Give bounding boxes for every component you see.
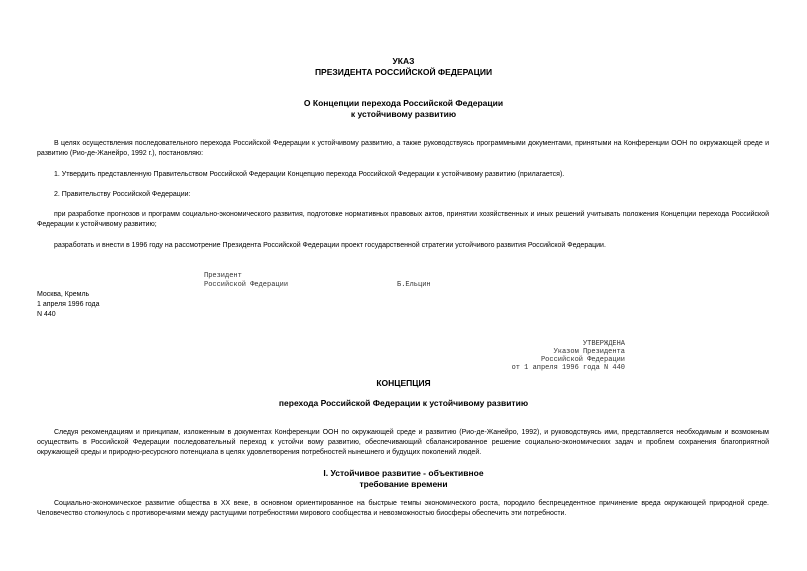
- approval-line4: от 1 апреля 1996 года N 440: [511, 364, 625, 372]
- decree-item-2b: разработать и внести в 1996 году на рассмотрение Президента Российской Федерации проект государственной стратегии устойчивого развития Российской Федерации.: [54, 242, 606, 249]
- signature-name: Б.Ельцин: [397, 281, 431, 289]
- approval-line2: Указом Президента: [553, 348, 625, 356]
- decree-title: УКАЗ: [392, 56, 415, 66]
- concept-subtitle: перехода Российской Федерации к устойчивому развитию: [278, 398, 529, 408]
- signature-position-line2: Российской Федерации: [204, 281, 289, 289]
- place: Москва, Кремль: [37, 291, 90, 298]
- approval-line1: УТВЕРЖДЕНА: [582, 340, 625, 348]
- decree-item-2a: при разработке прогнозов и программ социально-экономического развития, подготовке нормативных правовых актов, принятии хозяйственных и иных решений учитывать положения Концепции перехода Российской Федерации к устойчивому развитию;: [37, 211, 769, 228]
- decree-number: N 440: [37, 311, 56, 318]
- section1-title-line1: I. Устойчивое развитие - объективное: [323, 468, 484, 478]
- concept-title: КОНЦЕПЦИЯ: [376, 378, 431, 388]
- decree-subject-line2: к устойчивому развитию: [350, 109, 457, 119]
- decree-item-1: 1. Утвердить представленную Правительством Российской Федерации Концепцию перехода Российской Федерации к устойчивому развитию (прилагается).: [54, 171, 565, 178]
- decree-preamble: В целях осуществления последовательного перехода Российской Федерации к устойчивому развитию, а также руководствуясь программными документами, принятыми на Конференции ООН по окружающей среде и развитию (Рио-де-Жанейро, 1992 г.), постановляю:: [37, 140, 769, 157]
- approval-line3: Российской Федерации: [540, 356, 625, 364]
- section1-text: Социально-экономическое развитие общества в XX веке, в основном ориентированное на быстрые темпы экономического роста, породило беспрецедентное причинение вреда окружающей природной среде. Человечество столкнулось с противоречиями между растущими потребностями мирового сообщества и невозможностью биосферы обеспечить эти потребности.: [37, 500, 769, 517]
- decree-issuer: ПРЕЗИДЕНТА РОССИЙСКОЙ ФЕДЕРАЦИИ: [314, 67, 493, 77]
- concept-intro: Следуя рекомендациям и принципам, изложенным в документах Конференции ООН по окружающей среде и развитию (Рио-де-Жанейро, 1992), и руководствуясь ими, представляется необходимым и возможным осуществить в Российской Федерации последовательный переход к устойчи вому развитию, обеспечивающий сбалансированное решение социально-экономических задач и проблем сохранения благоприятной окружающей среды и природно-ресурсного потенциала в целях удовлетворения потребностей нынешнего и будущих поколений людей.: [37, 429, 769, 456]
- decree-date: 1 апреля 1996 года: [37, 301, 100, 308]
- signature-position-line1: Президент: [204, 272, 242, 280]
- decree-item-2: 2. Правительству Российской Федерации:: [54, 191, 191, 198]
- decree-subject-line1: О Концепции перехода Российской Федерации: [303, 98, 504, 108]
- section1-title-line2: требование времени: [359, 479, 448, 489]
